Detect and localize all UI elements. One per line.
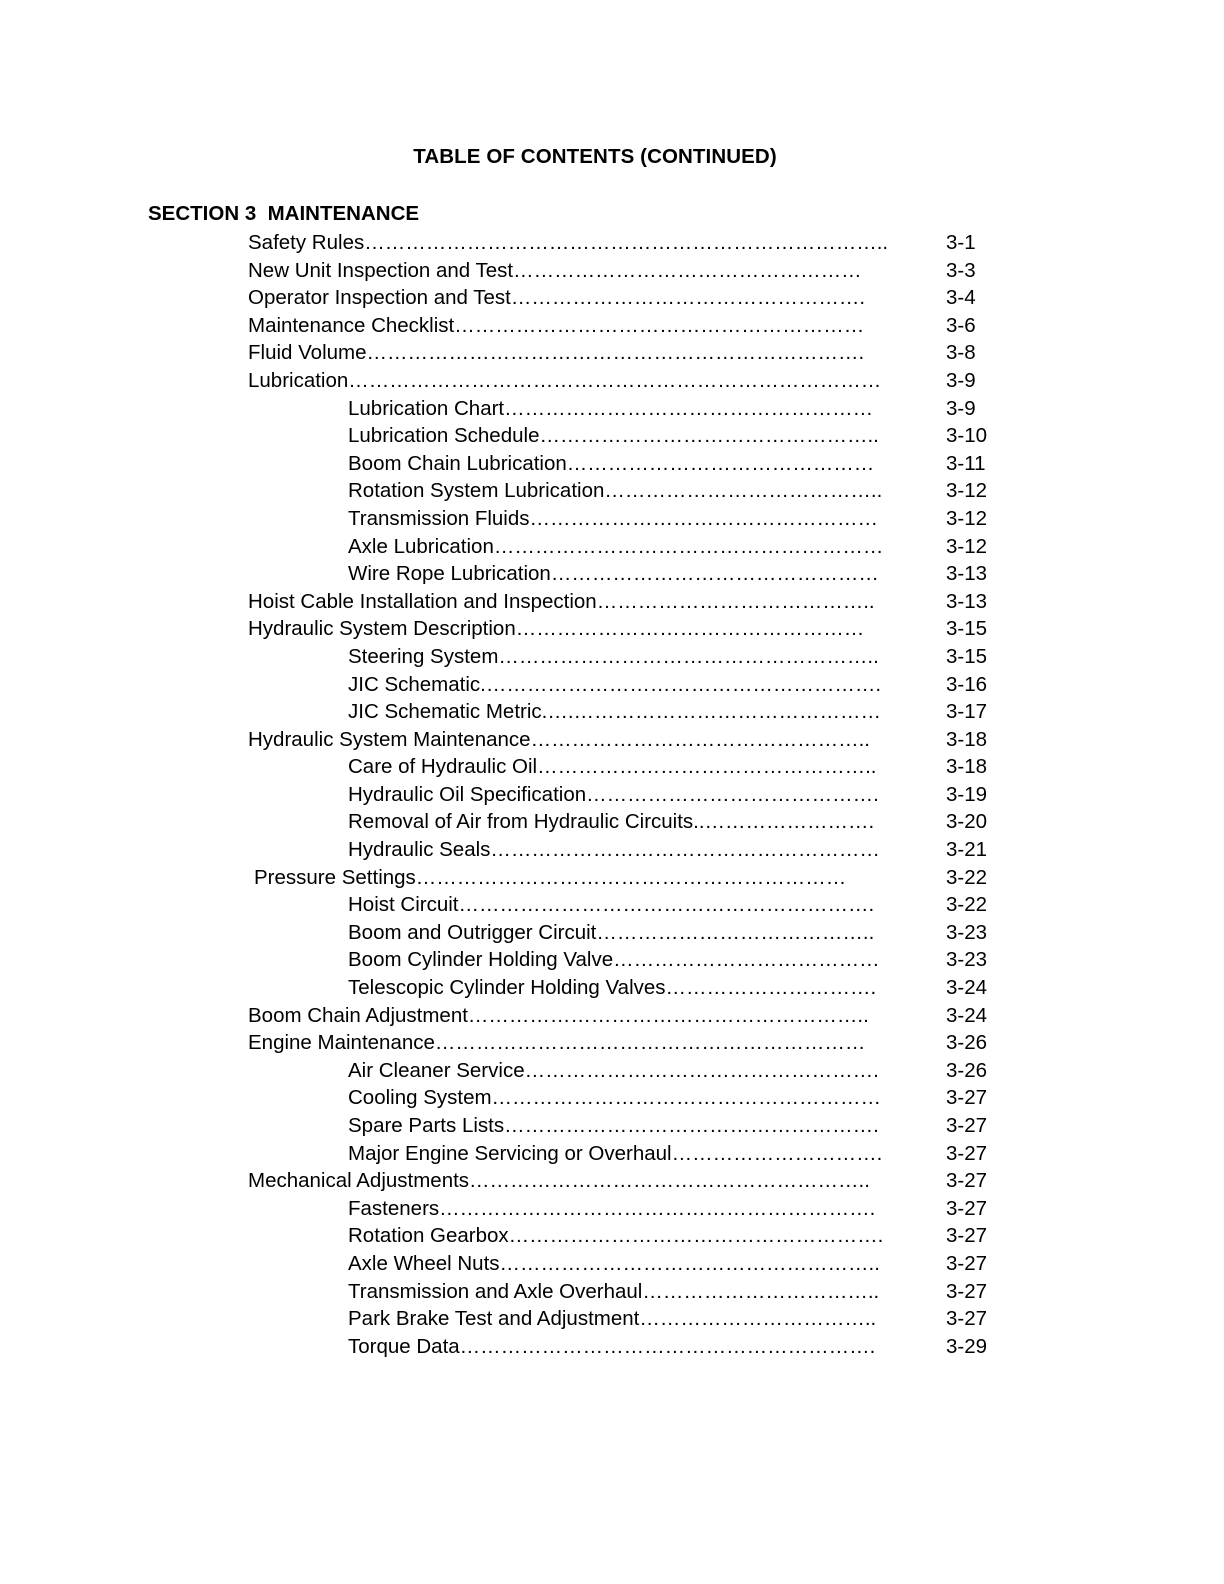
toc-entry-page: 3-27 [946,1307,988,1331]
toc-entry[interactable] [0,1167,1224,1195]
toc-entry-page: 3-3 [946,258,976,282]
toc-entry[interactable] [0,1057,1224,1085]
toc-entry-page: 3-1 [946,231,976,254]
toc-entry-title: Engine Maintenance……………………………………………………… [248,1031,866,1055]
toc-entry[interactable] [0,698,1224,726]
toc-entry-title: Pressure Settings……………………………………………………… [254,865,847,889]
toc-entry[interactable] [0,395,1224,423]
toc-entry-title: Hydraulic Oil Specification……………………………………. [348,782,879,806]
toc-entry[interactable] [0,339,1224,367]
toc-entry-page: 3-12 [946,506,988,530]
toc-entry[interactable] [0,1278,1224,1306]
toc-entry[interactable] [0,1222,1224,1250]
toc-entry-page: 3-19 [946,782,988,806]
toc-entry-page: 3-13 [946,589,988,613]
toc-entry[interactable] [0,808,1224,836]
toc-entry-title: Fluid Volume………………………………………………………………. [248,341,865,365]
toc-entry[interactable] [0,312,1224,340]
toc-entry[interactable] [0,726,1224,754]
toc-entry-title: Removal of Air from Hydraulic Circuits..……………………. [348,810,875,834]
toc-entry[interactable] [0,1084,1224,1112]
toc-entry-page: 3-27 [946,1279,988,1303]
toc-entry-title: Operator Inspection and Test……………………………………………. [248,286,866,310]
toc-entry[interactable] [0,1029,1224,1057]
toc-entry[interactable] [0,422,1224,450]
toc-entry-title: Maintenance Checklist…………………………………………………… [248,313,865,337]
toc-entry-title: Hydraulic System Description…………………………………………… [248,617,865,641]
toc-entry[interactable] [0,1333,1224,1361]
toc-entry[interactable] [0,643,1224,671]
toc-entry-page: 3-15 [946,644,988,668]
toc-entry[interactable] [0,946,1224,974]
toc-entry-title: Hoist Circuit……………………………………………………. [348,893,875,917]
toc-list [0,229,1224,1360]
toc-entry-page: 3-9 [946,368,976,392]
toc-entry-title: Hydraulic Seals………………………………………………… [348,838,880,862]
toc-entry-page: 3-27 [946,1086,988,1110]
toc-entry-title: Lubrication Schedule………………………………………….. [348,424,879,448]
toc-entry-page: 3-27 [946,1141,988,1165]
toc-entry-title: Wire Rope Lubrication………………………………………… [348,562,879,586]
section-heading: SECTION 3 MAINTENANCE [148,202,420,225]
toc-entry-page: 3-10 [946,424,988,448]
toc-entry-page: 3-23 [946,920,988,944]
toc-entry-title: Hoist Cable Installation and Inspection………………………………….. [248,589,875,613]
toc-entry-title: JIC Schematic.…………………………………………………. [348,672,882,696]
toc-entry-title: Fasteners………………………………………………………. [348,1196,876,1220]
toc-entry[interactable] [0,533,1224,561]
toc-entry[interactable] [0,588,1224,616]
toc-entry-title: Boom Chain Lubrication……………………………………… [348,451,875,475]
toc-entry-page: 3-29 [946,1334,988,1358]
toc-entry-page: 3-18 [946,755,988,779]
toc-entry-page: 3-24 [946,1003,988,1027]
toc-entry[interactable] [0,1195,1224,1223]
toc-entry-title: Safety Rules………………………………………………………………….. [248,231,889,254]
toc-entry-page: 3-9 [946,396,976,420]
toc-entry-page: 3-17 [946,700,988,724]
toc-entry-page: 3-12 [946,479,988,503]
toc-entry-title: Cooling System………………………………………………… [348,1086,882,1110]
toc-entry-title: Rotation Gearbox………………………………………………. [348,1224,884,1248]
toc-entry-page: 3-23 [946,948,988,972]
toc-entry-page: 3-15 [946,617,988,641]
toc-entry-title: Telescopic Cylinder Holding Valves…………………………. [348,976,877,1000]
toc-entry[interactable] [0,1250,1224,1278]
toc-entry-title: Park Brake Test and Adjustment…………………………….. [348,1307,877,1331]
toc-entry-title: Boom Cylinder Holding Valve………………………………… [348,948,880,972]
toc-entry-page: 3-27 [946,1196,988,1220]
toc-entry-page: 3-27 [946,1114,988,1137]
toc-entry[interactable] [0,284,1224,312]
toc-entry[interactable] [0,919,1224,947]
toc-entry[interactable] [0,1305,1224,1333]
page-title: TABLE OF CONTENTS (CONTINUED) [413,145,777,168]
toc-entry[interactable] [0,450,1224,478]
toc-entry[interactable] [0,781,1224,809]
toc-entry[interactable] [0,1112,1224,1140]
toc-entry[interactable] [0,864,1224,892]
toc-entry-page: 3-27 [946,1169,988,1193]
toc-entry-title: Mechanical Adjustments………………………………………………….. [248,1169,870,1193]
toc-entry-page: 3-16 [946,672,988,696]
toc-entry-page: 3-22 [946,893,988,917]
toc-entry[interactable] [0,505,1224,533]
toc-entry-page: 3-26 [946,1058,988,1082]
toc-entry-page: 3-26 [946,1031,988,1055]
toc-entry-page: 3-18 [946,727,988,751]
toc-entry[interactable] [0,1002,1224,1030]
toc-entry-page: 3-24 [946,976,988,1000]
toc-entry-title: Boom Chain Adjustment………………………………………………….. [248,1003,869,1027]
toc-entry[interactable] [0,229,1224,257]
toc-entry-title: Air Cleaner Service……………………………………………. [348,1058,879,1082]
toc-entry-title: Transmission and Axle Overhaul…………………………….. [348,1279,880,1303]
toc-entry-title: Major Engine Servicing or Overhaul…………………………. [348,1141,883,1165]
toc-entry[interactable] [0,1140,1224,1168]
toc-entry-page: 3-4 [946,286,976,310]
toc-entry-page: 3-22 [946,865,988,889]
toc-entry[interactable] [0,367,1224,395]
toc-entry-page: 3-27 [946,1251,988,1275]
toc-entry-page: 3-6 [946,313,976,337]
toc-entry-title: Lubrication Chart……………………………………………… [348,396,874,420]
toc-entry-page: 3-13 [946,562,988,586]
toc-entry-title: New Unit Inspection and Test…………………………………………… [248,258,862,282]
toc-entry-title: Axle Wheel Nuts……………………………………………….. [348,1251,880,1275]
toc-entry-title: Transmission Fluids…………………………………………… [348,506,879,530]
toc-entry-page: 3-27 [946,1224,988,1248]
toc-entry[interactable] [0,974,1224,1002]
toc-entry-title: Torque Data……………………………………………………. [348,1334,876,1358]
toc-entry-title: JIC Schematic Metric.….……………………………………… [348,700,882,724]
toc-entry-title: Steering System……………………………………………….. [348,644,879,668]
toc-entry[interactable] [0,560,1224,588]
toc-entry-page: 3-21 [946,838,988,862]
toc-entry[interactable] [0,477,1224,505]
toc-entry-title: Lubrication…………………………………………………………………… [248,368,882,392]
toc-entry[interactable] [0,753,1224,781]
toc-entry-title: Spare Parts Lists………………………………………………. [348,1114,879,1137]
toc-entry-title: Rotation System Lubrication………………………………….. [348,479,883,503]
toc-entry-title: Axle Lubrication………………………………………………… [348,534,884,558]
toc-entry[interactable] [0,836,1224,864]
toc-entry[interactable] [0,257,1224,285]
toc-entry-page: 3-11 [946,451,986,475]
toc-entry-page: 3-12 [946,534,988,558]
toc-entry-page: 3-20 [946,810,988,834]
toc-entry[interactable] [0,671,1224,699]
toc-entry[interactable] [0,615,1224,643]
toc-entry-title: Care of Hydraulic Oil………………………………………….. [348,755,877,779]
toc-entry-page: 3-8 [946,341,976,365]
toc-entry-title: Boom and Outrigger Circuit………………………………….. [348,920,875,944]
toc-entry[interactable] [0,891,1224,919]
toc-entry-title: Hydraulic System Maintenance………………………………………….. [248,727,870,751]
